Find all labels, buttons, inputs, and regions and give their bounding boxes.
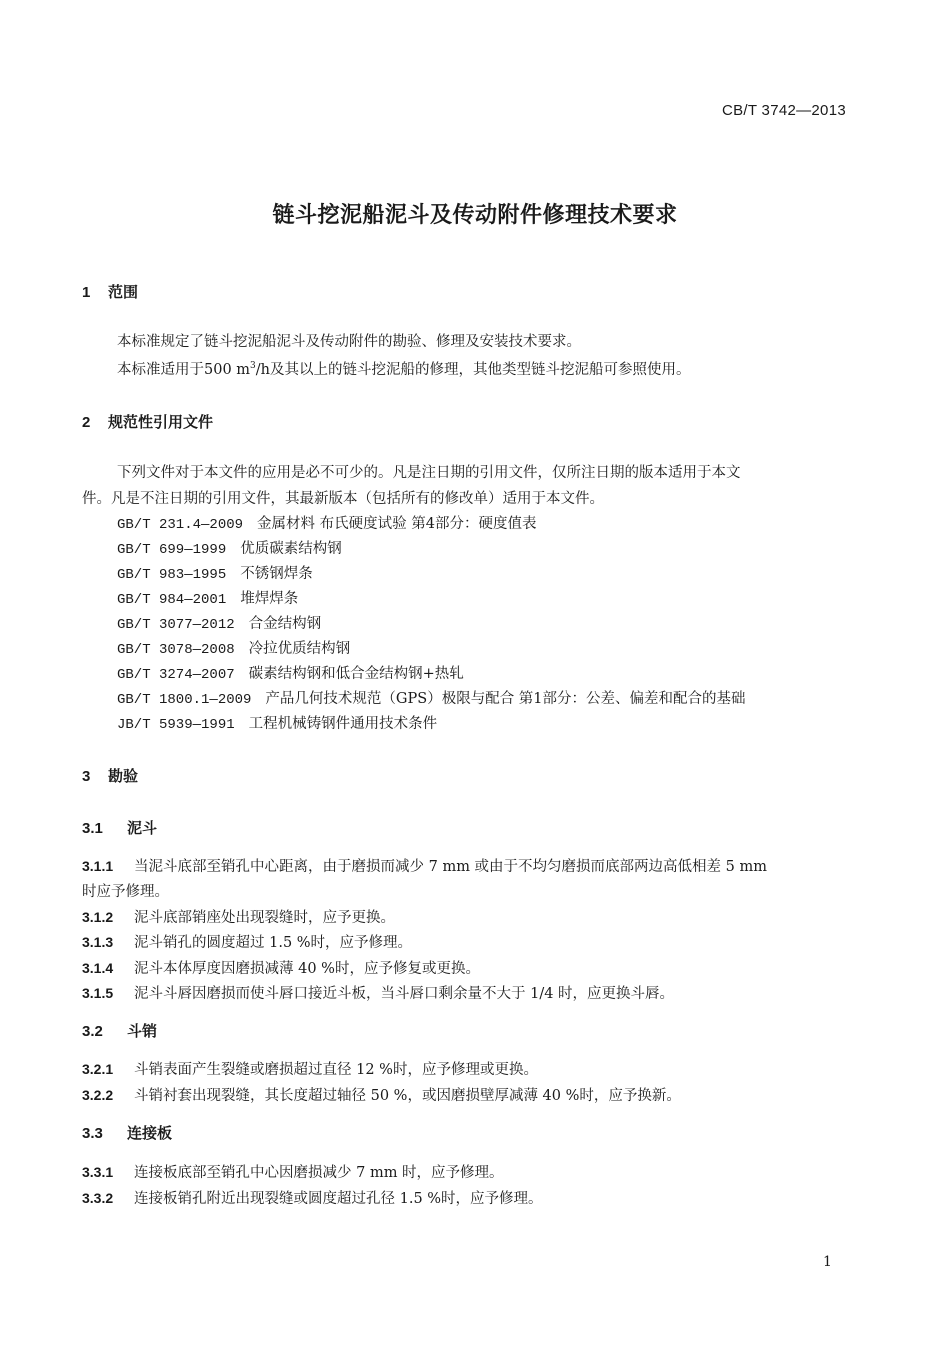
subsection-title: 斗销: [127, 1022, 158, 1040]
document-title: 链斗挖泥船泥斗及传动附件修理技术要求: [272, 203, 678, 228]
reference-item: [117, 512, 536, 533]
section-number: 3: [82, 768, 91, 785]
reference-title: 碳素结构钢和低合金结构钢+热轧: [248, 666, 464, 682]
clause-text: 泥斗销孔的圆度超过 1.5 %时，应予修理。: [134, 935, 413, 951]
reference-title: 堆焊焊条: [240, 591, 299, 607]
clause-number: 3.2.2: [82, 1087, 114, 1103]
reference-item: [117, 712, 437, 733]
subsection-3-2-heading: [82, 1020, 157, 1041]
superscript: 3: [250, 361, 256, 372]
section-1-heading: [82, 281, 138, 302]
subsection-title: 连接板: [127, 1124, 173, 1142]
page-number: 1: [823, 1254, 832, 1270]
clause: [82, 931, 412, 952]
paragraph-text: /h及其以上的链斗挖泥船的修理，其他类型链斗挖泥船可参照使用。: [255, 362, 691, 378]
reference-code: GB/T 1800.1—2009: [117, 692, 252, 708]
section-title: 勘验: [108, 767, 139, 785]
subsection-3-3-heading: [82, 1122, 172, 1143]
clause-number: 3.1.4: [82, 960, 114, 976]
clause-number: 3.1.5: [82, 985, 114, 1001]
clause-number: 3.3.2: [82, 1190, 114, 1206]
reference-code: GB/T 3078—2008: [117, 642, 235, 658]
subsection-number: 3.2: [82, 1023, 103, 1040]
reference-code: GB/T 699—1999: [117, 542, 227, 558]
clause: [82, 1161, 504, 1182]
section-number: 1: [82, 284, 91, 301]
subsection-number: 3.1: [82, 820, 103, 837]
reference-title: 产品几何技术规范（GPS）极限与配合 第1部分：公差、偏差和配合的基础: [265, 691, 746, 707]
reference-title: 工程机械铸钢件通用技术条件: [248, 716, 438, 732]
paragraph: [117, 358, 691, 379]
clause-text: 泥斗底部销座处出现裂缝时，应予更换。: [134, 910, 395, 926]
reference-code: GB/T 984—2001: [117, 592, 227, 608]
clause-text: 斗销衬套出现裂缝，其长度超过轴径 50 %，或因磨损壁厚减薄 40 %时，应予换新。: [134, 1088, 681, 1104]
clause-text: 泥斗本体厚度因磨损减薄 40 %时，应予修复或更换。: [134, 961, 480, 977]
clause-number: 3.2.1: [82, 1061, 114, 1077]
clause: [82, 1187, 543, 1208]
reference-item: [117, 637, 350, 658]
clause-text: 连接板底部至销孔中心因磨损减少 7 mm 时，应予修理。: [134, 1165, 504, 1181]
section-number: 2: [82, 414, 91, 431]
reference-title: 金属材料 布氏硬度试验 第4部分：硬度值表: [257, 516, 537, 532]
reference-item: [117, 662, 464, 683]
clause-number: 3.1.2: [82, 909, 114, 925]
clause-text: 泥斗斗唇因磨损而使斗唇口接近斗板，当斗唇口剩余量不大于 1/4 时，应更换斗唇。: [134, 986, 675, 1002]
reference-code: JB/T 5939—1991: [117, 717, 235, 733]
subsection-title: 泥斗: [127, 819, 158, 837]
clause: [82, 1084, 681, 1105]
standard-number: CB/T 3742—2013: [721, 102, 846, 119]
clause: [82, 982, 674, 1003]
clause-number: 3.3.1: [82, 1164, 114, 1180]
clause-text: 当泥斗底部至销孔中心距离，由于磨损而减少 7 mm 或由于不均匀磨损而底部两边高低相差 5 mm: [134, 859, 767, 875]
clause: [82, 957, 480, 978]
reference-item: [117, 587, 298, 608]
clause: [82, 1058, 538, 1079]
reference-code: GB/T 3274—2007: [117, 667, 235, 683]
reference-item: [117, 612, 321, 633]
section-title: 范围: [108, 283, 139, 301]
paragraph-line: 件。凡是不注日期的引用文件，其最新版本（包括所有的修改单）适用于本文件。: [82, 491, 604, 507]
reference-code: GB/T 983—1995: [117, 567, 227, 583]
section-2-heading: [82, 411, 213, 432]
reference-title: 不锈钢焊条: [240, 566, 313, 582]
section-3-heading: [82, 765, 138, 786]
subsection-3-1-heading: [82, 817, 157, 838]
clause: [82, 855, 767, 876]
reference-item: [117, 537, 342, 558]
paragraph: 本标准规定了链斗挖泥船泥斗及传动附件的勘验、修理及安装技术要求。: [117, 334, 581, 350]
section-title: 规范性引用文件: [108, 413, 214, 431]
clause-text: 连接板销孔附近出现裂缝或圆度超过孔径 1.5 %时，应予修理。: [134, 1191, 543, 1207]
reference-code: GB/T 231.4—2009: [117, 517, 244, 533]
paragraph-line: 下列文件对于本文件的应用是必不可少的。凡是注日期的引用文件，仅所注日期的版本适用于本文: [117, 465, 741, 481]
subsection-number: 3.3: [82, 1125, 103, 1142]
clause-number: 3.1.1: [82, 858, 114, 874]
reference-title: 优质碳素结构钢: [240, 541, 342, 557]
reference-item: [117, 562, 313, 583]
reference-item: [117, 687, 746, 708]
reference-title: 合金结构钢: [248, 616, 322, 632]
clause: [82, 906, 395, 927]
paragraph-text: 本标准适用于500 m: [117, 362, 251, 378]
clause-continuation: 时应予修理。: [82, 884, 169, 900]
clause-number: 3.1.3: [82, 934, 114, 950]
clause-text: 斗销表面产生裂缝或磨损超过直径 12 %时，应予修理或更换。: [134, 1062, 538, 1078]
reference-title: 冷拉优质结构钢: [248, 641, 351, 657]
reference-code: GB/T 3077—2012: [117, 617, 235, 633]
